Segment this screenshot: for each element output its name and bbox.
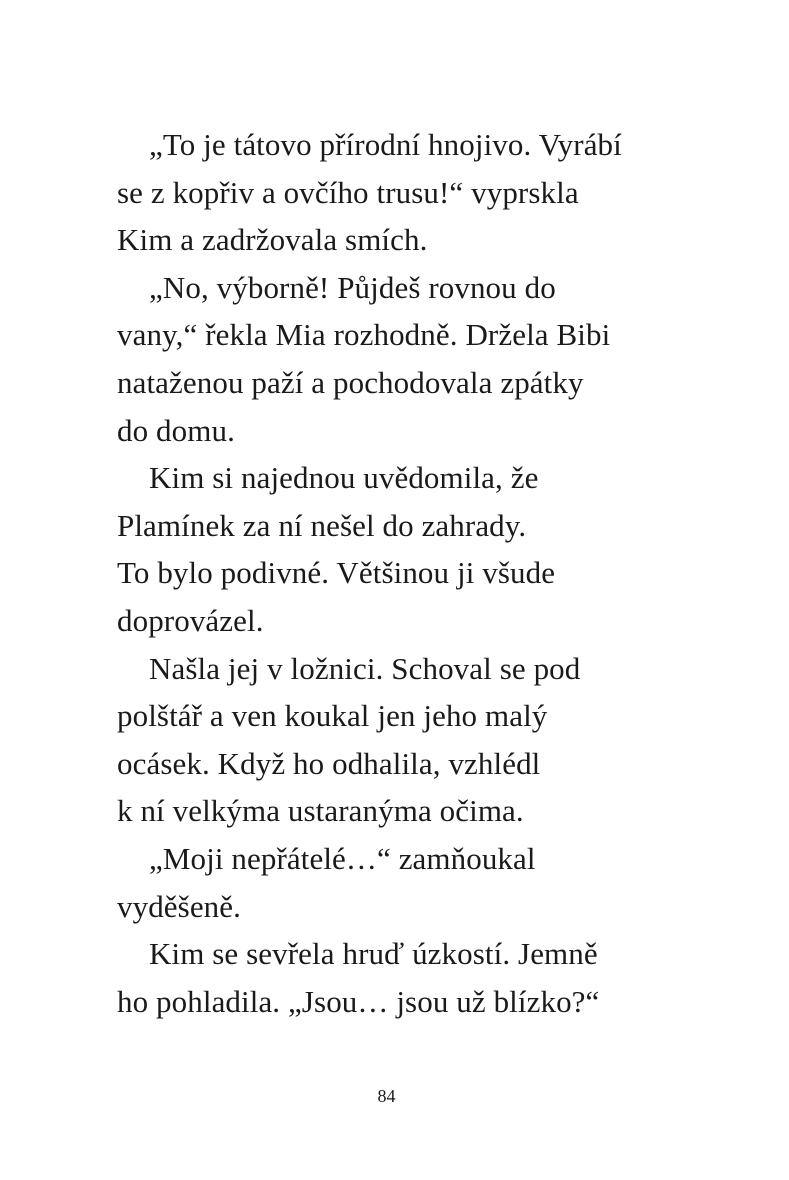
text-line: k ní velkýma ustaranýma očima. bbox=[117, 793, 524, 829]
text-line: do domu. bbox=[117, 412, 235, 448]
text-line: vany,“ řekla Mia rozhodně. Držela Bibi bbox=[117, 317, 611, 353]
text-line: ho pohladila. „Jsou… jsou už blízko?“ bbox=[117, 983, 600, 1019]
text-line: „No, výborně! Půjdeš rovnou do bbox=[149, 269, 556, 305]
paragraph bbox=[117, 645, 677, 835]
text-line: „To je tátovo přírodní hnojivo. Vyrábí bbox=[149, 127, 622, 162]
paragraph bbox=[117, 930, 677, 1025]
text-line: nataženou paží a pochodovala zpátky bbox=[117, 364, 584, 400]
paragraph bbox=[117, 121, 677, 264]
text-line: vyděšeně. bbox=[117, 888, 241, 924]
paragraph bbox=[117, 835, 677, 930]
text-line: Plamínek za ní nešel do zahrady. bbox=[117, 507, 527, 543]
paragraph bbox=[117, 264, 677, 454]
text-line: se z kopřiv a ovčího trusu!“ vyprskla bbox=[117, 174, 579, 210]
text-line: Kim si najednou uvědomila, že bbox=[149, 460, 539, 496]
paragraph bbox=[117, 454, 677, 644]
text-line: ocásek. Když ho odhalila, vzhlédl bbox=[117, 745, 541, 781]
body-text bbox=[117, 121, 677, 1025]
text-line: polštář a ven koukal jen jeho malý bbox=[117, 698, 548, 734]
text-line: Kim se sevřela hruď úzkostí. Jemně bbox=[149, 936, 598, 972]
text-line: „Moji nepřátelé…“ zamňoukal bbox=[149, 840, 536, 876]
text-line: To bylo podivné. Většinou ji všude bbox=[117, 555, 556, 591]
text-line: Kim a zadržovala smích. bbox=[117, 222, 428, 258]
text-line: Našla jej v ložnici. Schoval se pod bbox=[149, 650, 581, 686]
page-number: 84 bbox=[377, 1086, 396, 1106]
text-line: doprovázel. bbox=[117, 602, 264, 638]
